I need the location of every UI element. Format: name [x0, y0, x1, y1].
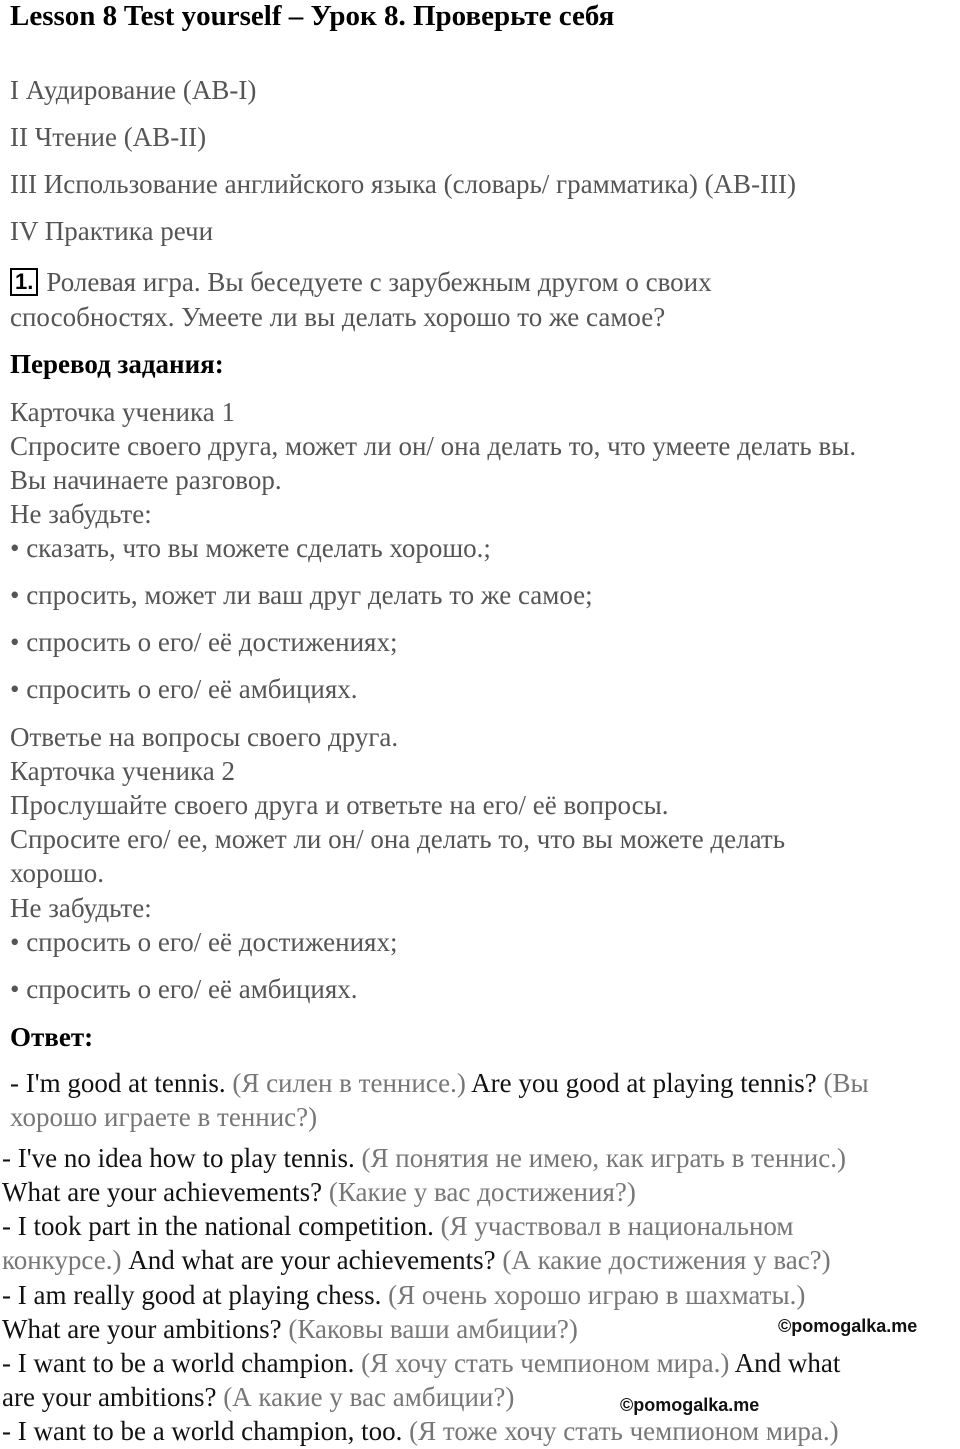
- english-text: - I want to be a world champion, too.: [2, 1416, 403, 1446]
- section-reading: II Чтение (AB-II): [10, 122, 207, 152]
- russian-translation: конкурсе.): [2, 1245, 122, 1275]
- russian-translation: (Вы: [816, 1068, 869, 1098]
- dialogue-line: [2, 1278, 805, 1312]
- section-speaking: IV Практика речи: [10, 216, 214, 246]
- english-text: Are you good at playing tennis?: [465, 1068, 817, 1098]
- card1-bullet: • сказать, что вы можете сделать хорошо.;: [10, 533, 491, 563]
- english-text: And what are your achievements?: [121, 1245, 496, 1275]
- dialogue-line: [2, 1312, 578, 1346]
- task-text-1: Ролевая игра. Вы беседуете с зарубежным другом о своих: [46, 267, 712, 297]
- english-text: - I want to be a world champion.: [2, 1348, 355, 1378]
- english-text: - I took part in the national competition.: [2, 1211, 434, 1241]
- english-text: And what: [729, 1348, 841, 1378]
- watermark: ©pomogalka.me: [620, 1395, 760, 1415]
- card1-bullet: • спросить, может ли ваш друг делать то же самое;: [10, 580, 593, 610]
- card2-line-1: Прослушайте своего друга и ответьте на его/ её вопросы.: [10, 790, 669, 820]
- task-line-1: [10, 265, 712, 299]
- task-number-badge: 1.: [10, 268, 38, 296]
- dialogue-line: [2, 1414, 839, 1448]
- page-title: Lesson 8 Test yourself – Урок 8. Проверьте себя: [10, 0, 615, 32]
- dialogue-line: [2, 1243, 831, 1277]
- dialogue-line: [2, 1175, 636, 1209]
- section-listening: I Аудирование (AB-I): [10, 75, 257, 105]
- card2-bullet: • спросить о его/ её амбициях.: [10, 974, 358, 1004]
- russian-translation: (Какие у вас достижения?): [322, 1177, 636, 1207]
- russian-translation: (Я тоже хочу стать чемпионом мира.): [402, 1416, 839, 1446]
- card1-title: Карточка ученика 1: [10, 397, 235, 427]
- task-text-2: способностях. Умеете ли вы делать хорошо то же самое?: [10, 302, 666, 332]
- card2-title: Карточка ученика 2: [10, 756, 235, 786]
- russian-translation: (Каковы ваши амбиции?): [281, 1314, 578, 1344]
- english-text: What are your achievements?: [2, 1177, 323, 1207]
- english-text: What are your ambitions?: [2, 1314, 282, 1344]
- watermark: ©pomogalka.me: [778, 1316, 918, 1336]
- card2-bullet: • спросить о его/ её достижениях;: [10, 927, 398, 957]
- russian-translation: (Я понятия не имею, как играть в теннис.): [354, 1143, 846, 1173]
- russian-translation: (А какие у вас амбиции?): [216, 1382, 515, 1412]
- dialogue-line: [2, 1141, 846, 1175]
- card1-line-1: Спросите своего друга, может ли он/ она делать то, что умеете делать вы.: [10, 431, 857, 461]
- english-text: - I am really good at playing chess.: [2, 1280, 382, 1310]
- answer-heading: Ответ:: [10, 1022, 94, 1052]
- card1-line-2: Вы начинаете разговор.: [10, 465, 282, 495]
- card2-line-2: Спросите его/ ее, может ли он/ она делать то, что вы можете делать: [10, 824, 786, 854]
- english-text: - I've no idea how to play tennis.: [2, 1143, 355, 1173]
- card1-bullet: • спросить о его/ её амбициях.: [10, 674, 358, 704]
- card1-answer-prompt: Ответье на вопросы своего друга.: [10, 722, 399, 752]
- card2-remember: Не забудьте:: [10, 893, 152, 923]
- russian-translation: (Я очень хорошо играю в шахматы.): [381, 1280, 806, 1310]
- card2-line-3: хорошо.: [10, 858, 105, 888]
- russian-translation: (Я хочу стать чемпионом мира.): [354, 1348, 730, 1378]
- russian-translation: хорошо играете в теннис?): [10, 1102, 318, 1132]
- dialogue-line: [10, 1066, 869, 1100]
- english-text: - I'm good at tennis.: [10, 1068, 226, 1098]
- russian-translation: (А какие достижения у вас?): [495, 1245, 831, 1275]
- card1-bullet: • спросить о его/ её достижениях;: [10, 627, 398, 657]
- russian-translation: (Я силен в теннисе.): [225, 1068, 466, 1098]
- russian-translation: (Я участвовал в национальном: [433, 1211, 794, 1241]
- dialogue-line: [2, 1346, 840, 1380]
- english-text: are your ambitions?: [2, 1382, 217, 1412]
- dialogue-line: [10, 1100, 317, 1134]
- dialogue-line: [2, 1209, 793, 1243]
- dialogue-line: [2, 1380, 514, 1414]
- translation-heading: Перевод задания:: [10, 349, 224, 379]
- card1-remember: Не забудьте:: [10, 499, 152, 529]
- section-use-of-english: III Использование английского языка (словарь/ грамматика) (AB-III): [10, 169, 797, 199]
